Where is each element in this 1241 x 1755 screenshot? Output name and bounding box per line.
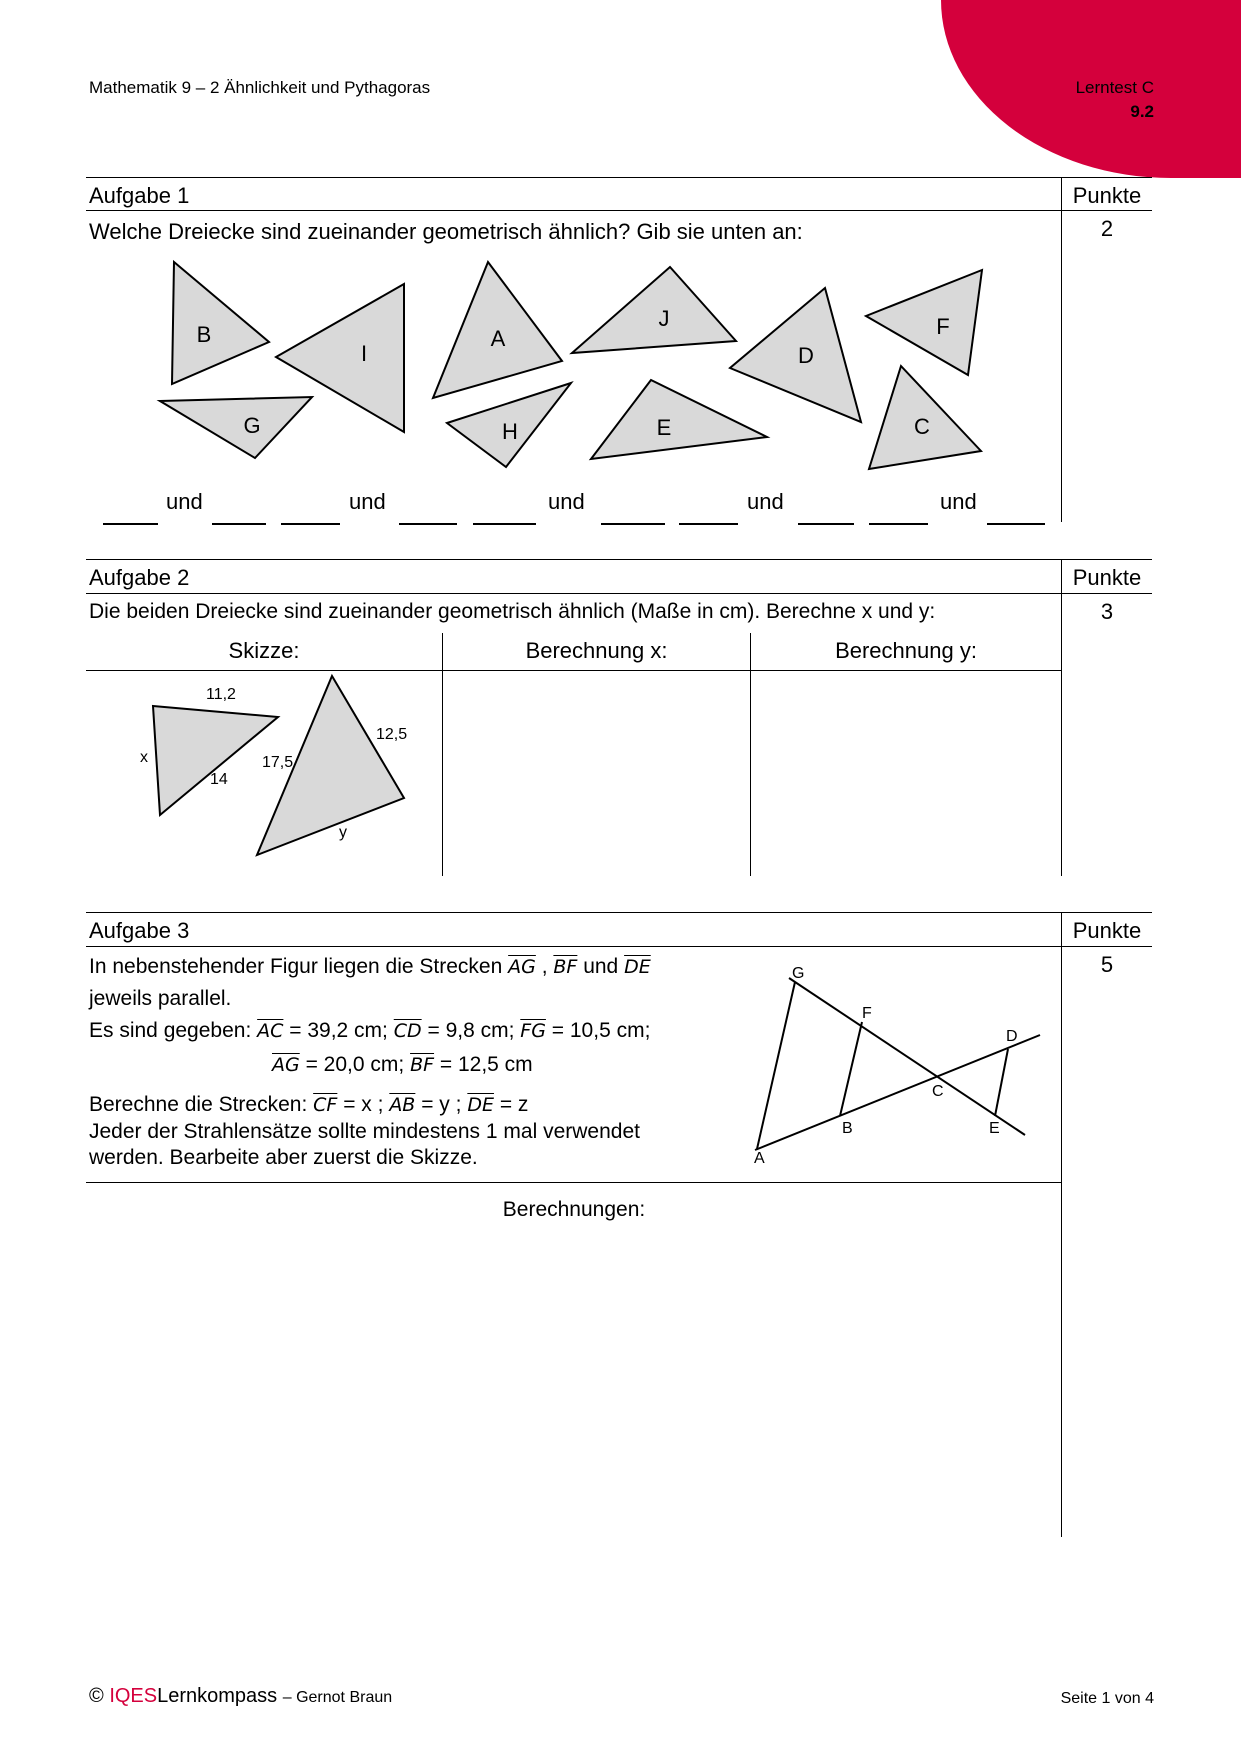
segment-de: $\overline{DE}$ bbox=[467, 1094, 494, 1116]
task3-title: Aufgabe 3 bbox=[89, 918, 190, 943]
point-label-d: D bbox=[1006, 1028, 1018, 1045]
footer-page: Seite 1 von 4 bbox=[1060, 1690, 1154, 1707]
triangle-label-d: D bbox=[798, 343, 814, 368]
task3-points: 5 bbox=[1100, 952, 1114, 977]
sketch-label-14: 14 bbox=[210, 771, 228, 788]
task2-title: Aufgabe 2 bbox=[89, 565, 190, 590]
segment-ag: $\overline{AG}$ bbox=[508, 956, 536, 978]
footer-brand bbox=[89, 1685, 392, 1708]
segment-cd: $\overline{CD}$ bbox=[393, 1020, 422, 1042]
sketch-label-11-2: 11,2 bbox=[206, 686, 236, 703]
und-label: und bbox=[548, 489, 585, 514]
point-label-e: E bbox=[989, 1120, 1000, 1137]
point-label-b: B bbox=[842, 1120, 853, 1137]
task3-points-label: Punkte bbox=[1072, 918, 1142, 943]
segment-cf: $\overline{CF}$ bbox=[313, 1094, 338, 1116]
comma: , bbox=[541, 955, 548, 978]
task2-points-label: Punkte bbox=[1072, 565, 1142, 590]
value-ag: = 20,0 cm; bbox=[305, 1053, 405, 1076]
segment-ag: $\overline{AG}$ bbox=[272, 1054, 300, 1076]
sketch-label-y: y bbox=[339, 824, 347, 841]
triangle-label-c: C bbox=[914, 414, 930, 439]
col-x-header: Berechnung x: bbox=[525, 638, 668, 663]
segment-ag-line bbox=[757, 982, 795, 1149]
sketch-label-x: x bbox=[140, 749, 148, 766]
und-label: und bbox=[583, 955, 619, 978]
triangle-label-i: I bbox=[360, 341, 368, 366]
brand-iqes: IQES bbox=[109, 1685, 158, 1707]
task1-points: 2 bbox=[1100, 216, 1114, 241]
triangle-label-b: B bbox=[196, 322, 212, 347]
point-label-f: F bbox=[862, 1005, 872, 1022]
und-label: und bbox=[747, 489, 784, 514]
sketch-label-17-5: 17,5 bbox=[262, 754, 294, 771]
calc-label: Berechne die Strecken: bbox=[89, 1093, 308, 1116]
value-bf: = 12,5 cm bbox=[439, 1053, 533, 1076]
task3-instruction-2: werden. Bearbeite aber zuerst die Skizze. bbox=[89, 1146, 478, 1169]
header-subject: Mathematik 9 – 2 Ähnlichkeit und Pythagoras bbox=[89, 78, 431, 97]
segment-bf-line bbox=[840, 1022, 862, 1116]
header-test-name: Lerntest C bbox=[1075, 78, 1154, 97]
triangle-label-h: H bbox=[502, 419, 518, 444]
triangle-label-f: F bbox=[936, 314, 950, 339]
point-label-a: A bbox=[754, 1150, 765, 1167]
segment-bf: $\overline{BF}$ bbox=[410, 1054, 435, 1076]
task3-instruction-1: Jeder der Strahlensätze sollte mindestens 1 mal verwendet bbox=[89, 1120, 640, 1143]
given-label: Es sind gegeben: bbox=[89, 1019, 252, 1042]
segment-bf: $\overline{BF}$ bbox=[553, 956, 578, 978]
triangle-label-a: A bbox=[490, 326, 506, 351]
segment-fg: $\overline{FG}$ bbox=[520, 1020, 546, 1042]
segment-ab: $\overline{AB}$ bbox=[389, 1094, 416, 1116]
calculation-area[interactable] bbox=[86, 1230, 1060, 1530]
value-fg: = 10,5 cm; bbox=[551, 1019, 651, 1042]
col-y-header: Berechnung y: bbox=[835, 638, 977, 663]
brand-lernkompass: Lernkompass bbox=[157, 1685, 278, 1707]
task1-title: Aufgabe 1 bbox=[89, 183, 190, 208]
triangle-label-e: E bbox=[656, 415, 672, 440]
task2-points: 3 bbox=[1100, 599, 1114, 624]
und-label: und bbox=[166, 489, 203, 514]
footer-author: – Gernot Braun bbox=[282, 1689, 393, 1706]
copyright-icon: © bbox=[89, 1685, 104, 1707]
triangle-label-j: J bbox=[658, 306, 670, 331]
eq-x: = x ; bbox=[343, 1093, 384, 1116]
value-ac: = 39,2 cm; bbox=[289, 1019, 388, 1042]
task3-line2: jeweils parallel. bbox=[89, 987, 232, 1010]
und-label: und bbox=[940, 489, 977, 514]
col-sketch-header: Skizze: bbox=[228, 638, 300, 663]
eq-z: = z bbox=[499, 1093, 529, 1116]
ray-ge bbox=[789, 978, 1025, 1135]
calc-heading: Berechnungen: bbox=[502, 1198, 646, 1221]
triangle-label-g: G bbox=[243, 413, 261, 438]
segment-ac: $\overline{AC}$ bbox=[257, 1020, 284, 1042]
eq-y: = y ; bbox=[421, 1093, 462, 1116]
header-test-number: 9.2 bbox=[1130, 102, 1154, 121]
point-label-g: G bbox=[792, 965, 805, 982]
sketch-label-12-5: 12,5 bbox=[376, 726, 408, 743]
task1-points-label: Punkte bbox=[1072, 183, 1142, 208]
segment-de-line bbox=[995, 1049, 1008, 1116]
point-label-c: C bbox=[932, 1083, 944, 1100]
task3-line1-text: In nebenstehender Figur liegen die Strecken bbox=[89, 955, 503, 978]
task1-question: Welche Dreiecke sind zueinander geometrisch ähnlich? Gib sie unten an: bbox=[89, 219, 803, 244]
value-cd: = 9,8 cm; bbox=[427, 1019, 515, 1042]
und-label: und bbox=[349, 489, 386, 514]
task2-question: Die beiden Dreiecke sind zueinander geometrisch ähnlich (Maße in cm). Berechne x und y: bbox=[89, 600, 936, 623]
segment-de: $\overline{DE}$ bbox=[624, 956, 651, 978]
